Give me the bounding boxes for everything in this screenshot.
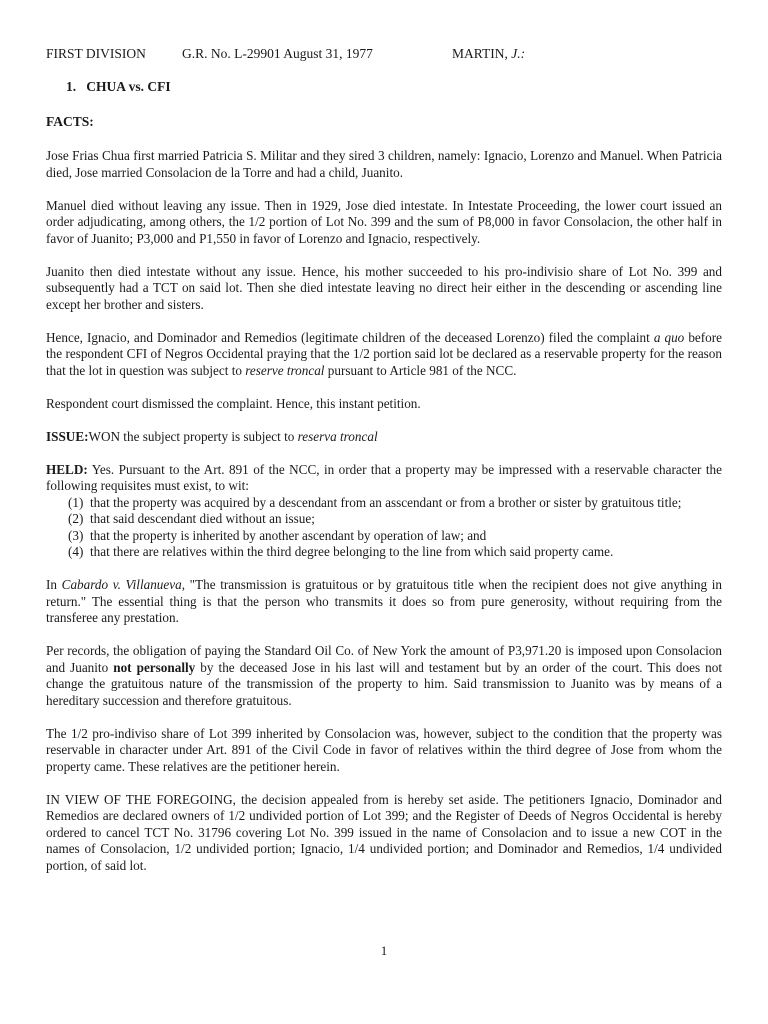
cabardo-pre: In	[46, 577, 62, 592]
list-item	[46, 495, 722, 512]
list-item-text: that the property was acquired by a descendant from an asscendant or from a brother or sister by gratuitous title;	[90, 494, 682, 510]
page-number: 1	[380, 943, 388, 958]
complaint-paragraph	[46, 330, 722, 380]
list-item-text: that said descendant died without an issue;	[90, 511, 315, 526]
complaint-text-c: pursuant to Article 981 of the NCC.	[324, 362, 517, 378]
list-item-text: that the property is inherited by another ascendant by operation of law; and	[90, 527, 487, 543]
held-paragraph	[46, 462, 722, 495]
issue-term: reserva troncal	[297, 428, 378, 444]
records-bold: not personally	[113, 659, 196, 675]
issue-paragraph	[46, 429, 722, 446]
requisites-list	[46, 495, 722, 561]
facts-heading: FACTS:	[46, 114, 94, 129]
case-title: 1. CHUA vs. CFI	[66, 79, 171, 94]
list-item	[46, 544, 722, 561]
records-paragraph	[46, 643, 722, 709]
issue-text: WON the subject property is subject to	[88, 428, 298, 444]
records-text-a: Per records, the obligation of paying the Standard Oil Co. of New York the amount of P3,971.20 is imposed upon Consolacion and Juanito	[46, 643, 722, 675]
document-body	[46, 148, 722, 891]
complaint-text-a: Hence, Ignacio, and Dominador and Remedios (legitimate children of the deceased Lorenzo) filed the complaint	[46, 329, 654, 345]
ponente	[452, 46, 525, 62]
list-item-number: (2)	[68, 511, 84, 526]
list-item-number: (1)	[68, 494, 84, 510]
ponente-name: MARTIN,	[452, 46, 512, 61]
cabardo-case-name: Cabardo v. Villanueva	[61, 577, 182, 592]
division-label: FIRST DIVISION	[46, 46, 146, 61]
list-item	[46, 511, 722, 528]
case-header	[46, 46, 722, 66]
list-item-number: (4)	[68, 544, 84, 559]
ponente-suffix: J.:	[511, 46, 526, 61]
cabardo-paragraph	[46, 577, 722, 627]
held-label: HELD:	[46, 461, 88, 477]
dismissal-paragraph: Respondent court dismissed the complaint. Hence, this instant petition.	[46, 395, 421, 411]
complaint-italic-reserve: reserve troncal	[245, 362, 325, 378]
cabardo-text: , "The transmission is gratuitous or by gratuitous title when the recipient does not give anything in return." The essential thing is that the person who transmits it does so from pure generosity, without requiring from the transferee any prestation.	[46, 577, 722, 625]
facts-paragraph-1: Jose Frias Chua first married Patricia S. Militar and they sired 3 children, namely: Ignacio, Lorenzo and Manuel. When Patricia died, Jose married Consolacion de la Torre and had a child, Juanito.	[46, 148, 722, 180]
list-item-number: (3)	[68, 527, 84, 543]
list-item-text: that there are relatives within the third degree belonging to the line from which said property came.	[90, 544, 614, 559]
complaint-text-b: before the respondent CFI of Negros Occidental praying that the 1/2 portion said lot be declared as a reservable property for the reason that the lot in question was subject to	[46, 329, 722, 378]
records-text-b: by the deceased Jose in his last will and testament but by an order of the court. This does not change the gratuitous nature of the transmission of the property to him. Said transmission to Juanito was by means of a hereditary succession and therefore gratuitous.	[46, 659, 722, 708]
facts-paragraph-3: Juanito then died intestate without any issue. Hence, his mother succeeded to his pro-indivisio share of Lot No. 399 and subsequently had a TCT on said lot. Then she died intestate leaving no direct heir either in the descending or ascending line except her brother and sisters.	[46, 263, 722, 312]
facts-paragraph-2: Manuel died without leaving any issue. Then in 1929, Jose died intestate. In Intestate Proceeding, the lower court issued an order adjudicating, among others, the 1/2 portion of Lot No. 399 and the sum of P8,000 in favor Consolacion, the other half in favor of Juanito; P3,000 and P1,550 in favor of Lorenzo and Ignacio, respectively.	[46, 197, 722, 246]
share-paragraph: The 1/2 pro-indiviso share of Lot 399 inherited by Consolacion was, however, subject to the condition that the property was reservable in character under Art. 891 of the Civil Code in favor of relatives within the third degree of Jose from whom the property came. These relatives are the petitioner herein.	[46, 725, 722, 774]
list-item	[46, 528, 722, 545]
issue-label: ISSUE:	[46, 428, 89, 444]
complaint-italic-a-quo: a quo	[653, 329, 685, 345]
gr-number: G.R. No. L-29901 August 31, 1977	[182, 46, 373, 61]
held-text: Yes. Pursuant to the Art. 891 of the NCC, in order that a property may be impressed with a reservable character the following requisites must exist, to wit:	[46, 461, 722, 493]
dispositive-paragraph: IN VIEW OF THE FOREGOING, the decision appealed from is hereby set aside. The petitioners Ignacio, Dominador and Remedios are declared owners of 1/2 undivided portion of Lot 399; and the Register of Deeds of Negros Occidental is hereby ordered to cancel TCT No. 31796 covering Lot No. 399 issued in the name of Consolacion and to issue a new COT in the names of Consolacion, 1/2 undivided portion; Ignacio, 1/4 undivided portion; and Dominador and Remedios, 1/4 undivided portion, of said lot.	[46, 791, 722, 873]
